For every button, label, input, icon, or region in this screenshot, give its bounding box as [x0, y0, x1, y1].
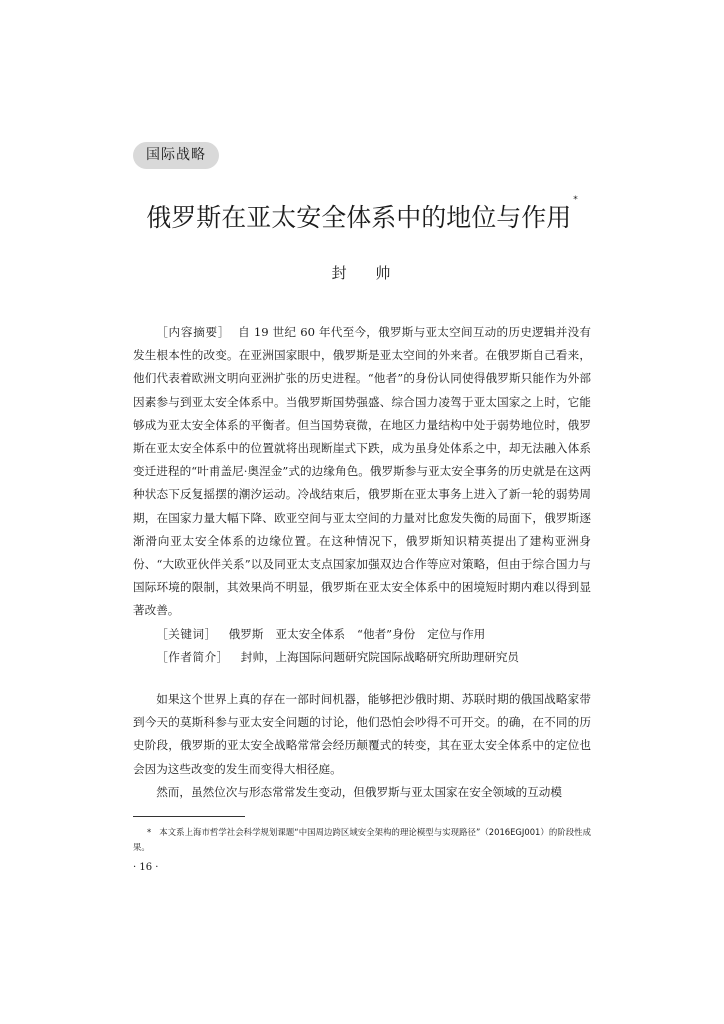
keywords-label: ［关键词］: [156, 626, 217, 641]
author-bio-label: ［作者简介］: [156, 649, 229, 664]
page-number: · 16 ·: [133, 862, 159, 873]
keyword-item: “他者”身份: [357, 626, 416, 641]
keyword-item: 定位与作用: [427, 626, 486, 641]
abstract-text: 自 19 世纪 60 年代至今，俄罗斯与亚太空间互动的历史逻辑并没有发生根本性的改变。在亚洲国家眼中，俄罗斯是亚太空间的外来者。在俄罗斯自己看来，他们代表着欧洲文明向亚洲扩张的历史进程。“他者”的身份认同使得俄罗斯只能作为外部因素参与到亚太安全体系中。当俄罗斯国势强盛、综合国力凌驾于亚太国家之上时，它能够成为亚太安全体系的平衡者。但当国势衰微，在地区力量结构中处于弱势地位时，俄罗斯在亚太安全体系中的位置就将出现断崖式下跌，成为虽身处体系之中，却无法融入体系变迁进程的“叶甫盖尼·奥涅金”式的边缘角色。俄罗斯参与亚太安全事务的历史就是在这两种状态下反复摇摆的潮汐运动。冷战结束后，俄罗斯在亚太事务上进入了新一轮的弱势周期，在国家力量大幅下降、欧亚空间与亚太空间的力量对比愈发失衡的局面下，俄罗斯逐渐滑向亚太安全体系的边缘位置。在这种情况下，俄罗斯知识精英提出了建构亚洲身份、“大欧亚伙伴关系”以及同亚太支点国家加强双边合作等应对策略，但由于综合国力与国际环境的限制，其效果尚不明显，俄罗斯在亚太安全体系中的困境短时期内难以得到显著改善。: [133, 325, 591, 618]
footnote-text: 本文系上海市哲学社会科学规划课题“中国周边跨区域安全架构的理论模型与实现路径”（2016EGJ001）的阶段性成果。: [133, 827, 591, 852]
abstract-label: ［内容摘要］: [156, 325, 231, 339]
author-name: 封 帅: [331, 264, 403, 282]
title-footnote-mark: *: [573, 195, 578, 205]
author-bio-text: 封帅，上海国际问题研究院国际战略研究所助理研究员: [240, 649, 520, 664]
keywords-line: [133, 623, 591, 646]
body-paragraph: 如果这个世界上真的存在一部时间机器，能够把沙俄时期、苏联时期的俄国战略家带到今天的莫斯科参与亚太安全问题的讨论，他们恐怕会吵得不可开交。的确，在不同的历史阶段，俄罗斯的亚太安全战略常常会经历颠覆式的转变，其在亚太安全体系中的定位也会因为这些改变的发生而变得大相径庭。: [133, 692, 591, 776]
body-text: [133, 688, 591, 804]
abstract-paragraph: [133, 321, 591, 623]
keyword-item: 俄罗斯: [228, 626, 264, 641]
footnote-mark: *: [147, 827, 152, 837]
abstract-block: [133, 321, 591, 669]
body-paragraph: 然而，虽然位次与形态常常发生变动，但俄罗斯与亚太国家在安全领域的互动模: [156, 784, 562, 799]
section-tag: 国际战略: [133, 142, 219, 169]
footnote: [133, 825, 591, 855]
author-bio-line: [133, 646, 591, 669]
keyword-item: 亚太安全体系: [275, 626, 346, 641]
footnote-divider: [133, 816, 245, 817]
article-title: [0, 195, 724, 234]
title-text: 俄罗斯在亚太安全体系中的地位与作用: [146, 203, 572, 232]
